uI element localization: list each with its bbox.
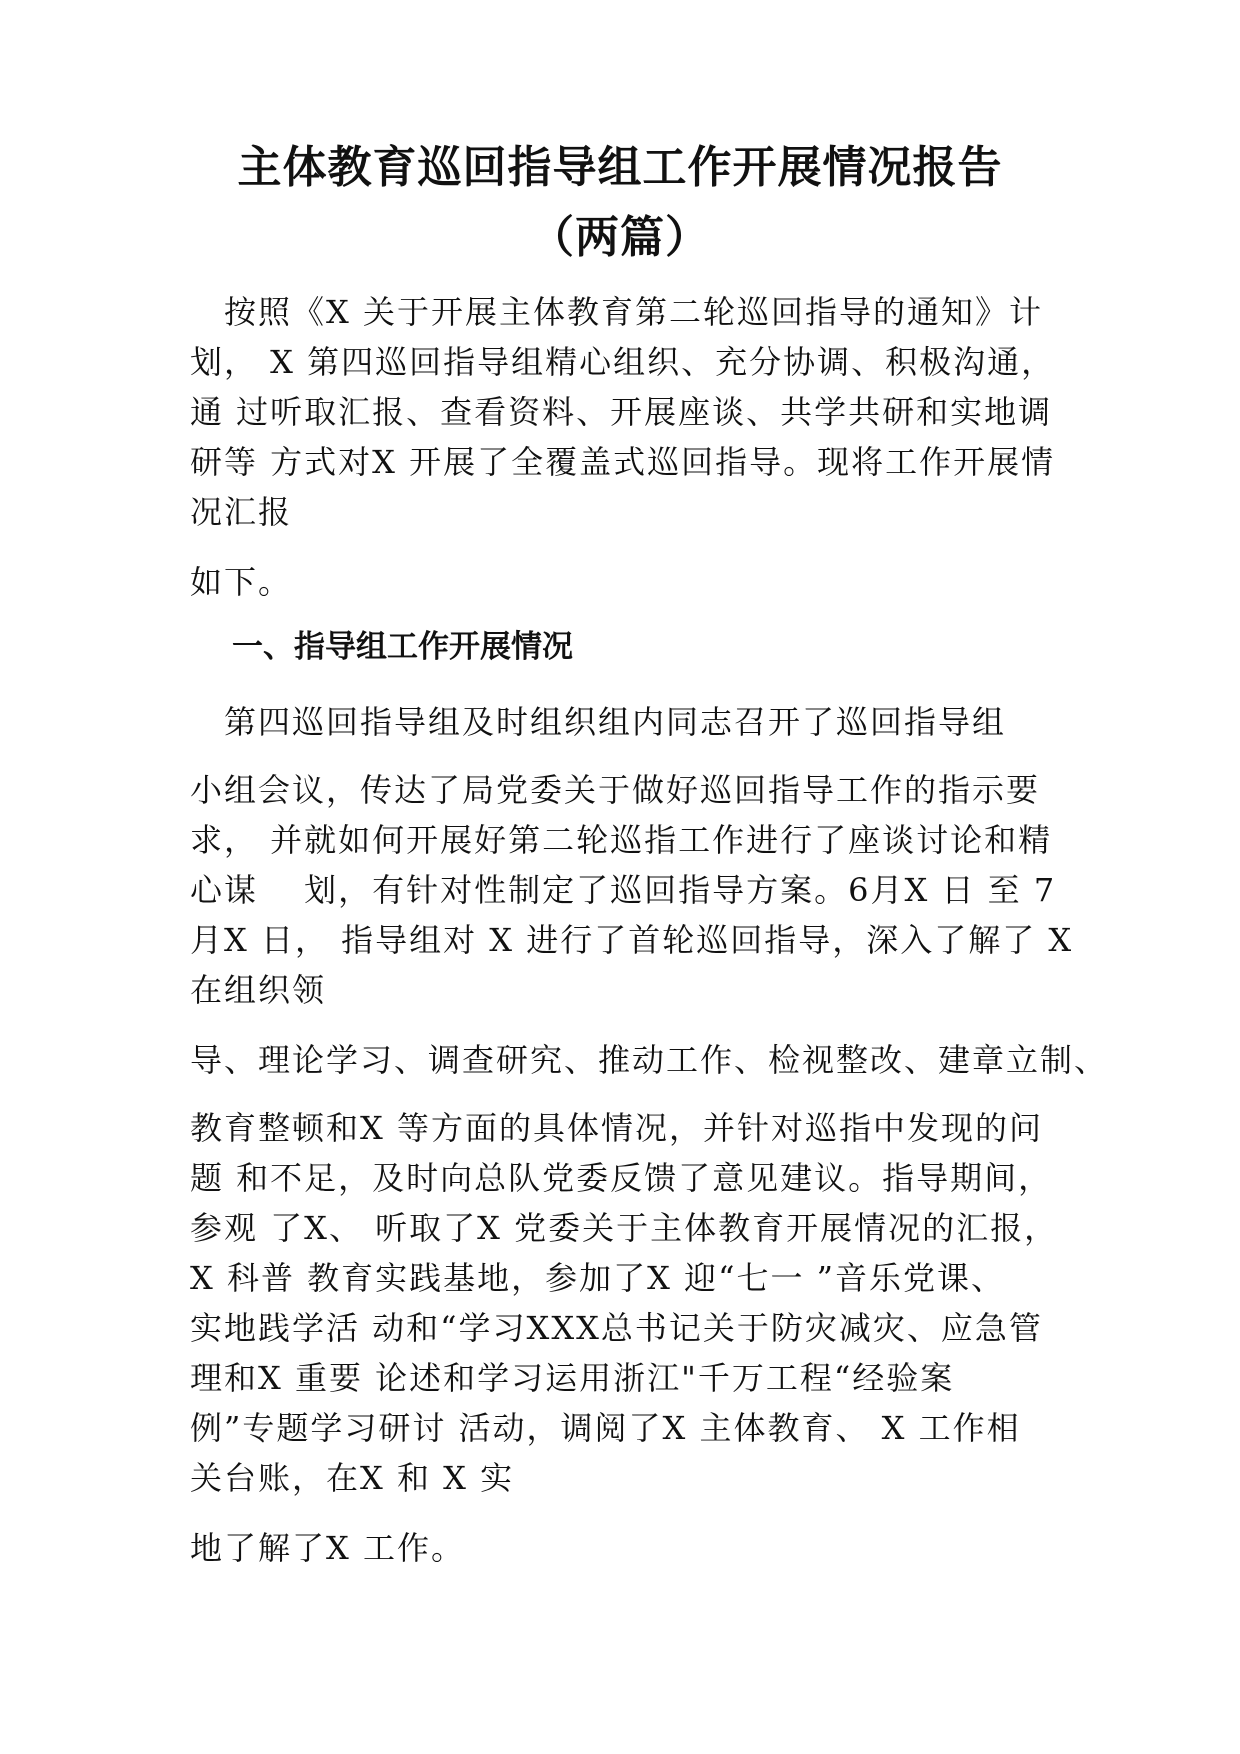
- paragraph-line: 按照《X 关于开展主体教育第二轮巡回指导的通知》计: [190, 293, 1043, 331]
- paragraph-line: 况汇报: [190, 493, 293, 531]
- paragraph-line: 教育整顿和X 等方面的具体情况，并针对巡指中发现的问: [190, 1109, 1043, 1147]
- paragraph-line: X 科普 教育实践基地，参加了X 迎“七一 ”音乐党课、: [190, 1259, 1005, 1297]
- paragraph-line: 实地践学活 动和“学习XXX总书记关于防灾减灾、应急管: [190, 1309, 1043, 1347]
- paragraph-line: 如下。: [190, 563, 293, 601]
- paragraph-line: 理和X 重要 论述和学习运用浙江"千万工程“经验案: [190, 1359, 955, 1397]
- paragraph-line: 参观 了X、 听取了X 党委关于主体教育开展情况的汇报，: [190, 1209, 1059, 1247]
- section-heading: 一、指导组工作开展情况: [232, 629, 573, 665]
- paragraph-line: 划， X 第四巡回指导组精心组织、充分协调、积极沟通，: [190, 343, 1056, 381]
- paragraph-line: 在组织领: [190, 971, 327, 1009]
- document-title: 主体教育巡回指导组工作开展情况报告: [237, 142, 1003, 193]
- paragraph-line: 第四巡回指导组及时组织组内同志召开了巡回指导组: [190, 703, 1007, 741]
- paragraph-line: 关台账，在X 和 X 实: [190, 1459, 515, 1497]
- paragraph-line: 例”专题学习研讨 活动，调阅了X 主体教育、 X 工作相: [190, 1409, 1021, 1447]
- paragraph-line: 地了解了X 工作。: [190, 1529, 465, 1567]
- paragraph-line: 导、理论学习、调查研究、推动工作、检视整改、建章立制、: [190, 1041, 1109, 1079]
- document-subtitle: （两篇）: [530, 212, 710, 263]
- paragraph-line: 小组会议，传达了局党委关于做好巡回指导工作的指示要: [190, 771, 1041, 809]
- paragraph-line: 月X 日， 指导组对 X 进行了首轮巡回指导，深入了解了 X: [190, 921, 1074, 959]
- paragraph-line: 求， 并就如何开展好第二轮巡指工作进行了座谈讨论和精: [190, 821, 1053, 859]
- paragraph-line: 研等 方式对X 开展了全覆盖式巡回指导。现将工作开展情: [190, 443, 1056, 481]
- paragraph-line: 心谋 划，有针对性制定了巡回指导方案。6月X 日 至 7: [190, 871, 1057, 909]
- paragraph-line: 通 过听取汇报、查看资料、开展座谈、共学共研和实地调: [190, 393, 1053, 431]
- paragraph-line: 题 和不足，及时向总队党委反馈了意见建议。指导期间，: [190, 1159, 1053, 1197]
